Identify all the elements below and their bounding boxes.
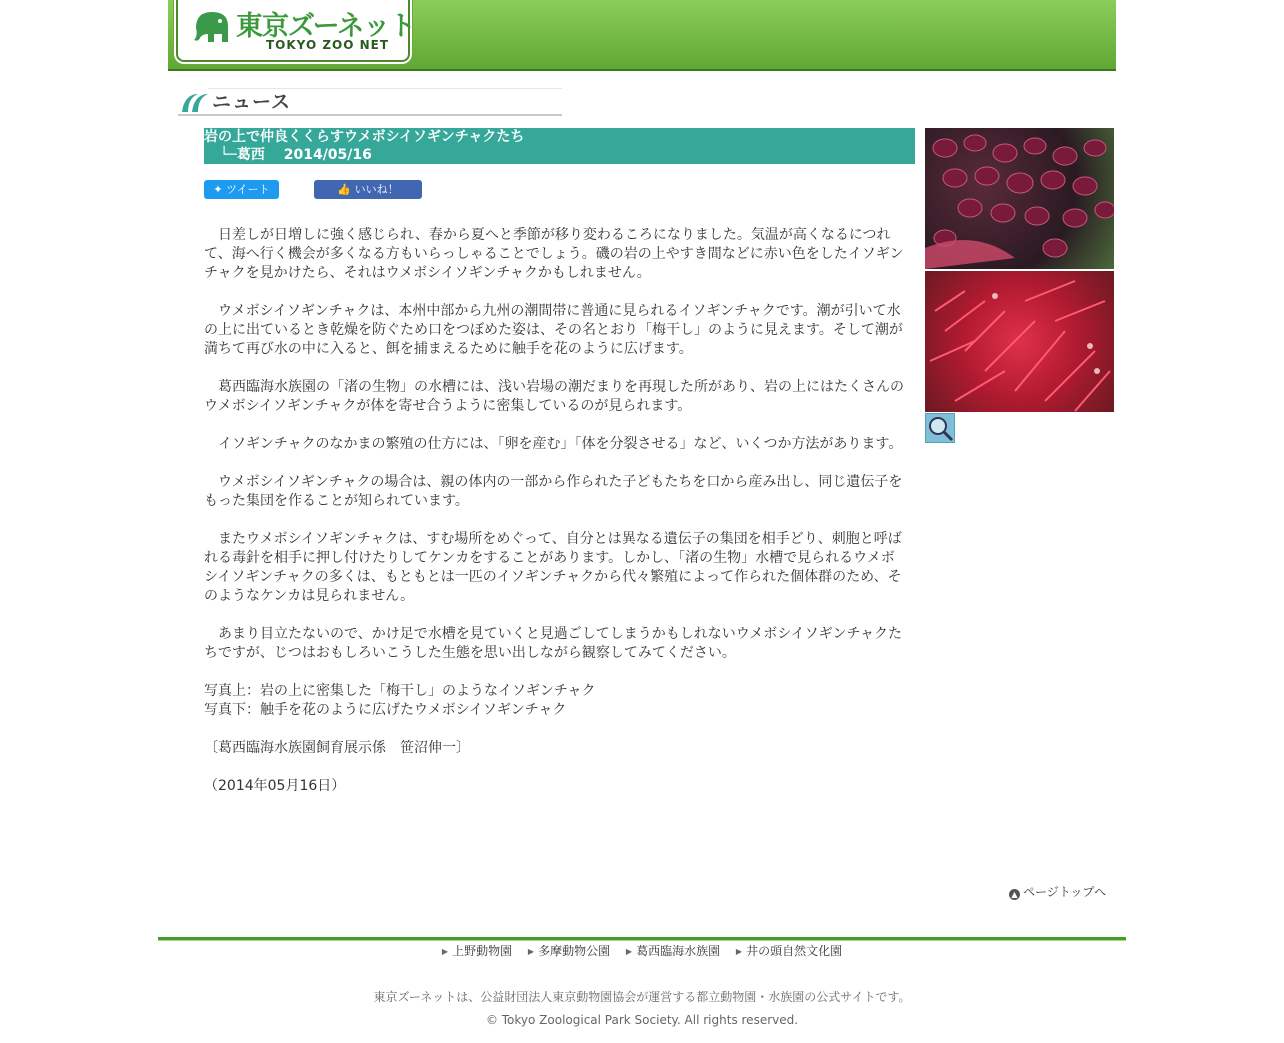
photo-caption-bottom: 写真下：触手を花のように広げたウメボシイソギンチャク xyxy=(204,702,567,718)
footer-link-kasai[interactable]: ▶ 葛西臨海水族園 xyxy=(625,944,721,958)
site-logo[interactable] xyxy=(176,0,416,62)
elephant-icon xyxy=(192,8,232,46)
article-title: 岩の上で仲良くくらすウメボシイソギンチャクたち xyxy=(204,129,525,145)
footer-link-ueno[interactable]: ▶ 上野動物園 xyxy=(441,944,513,958)
article-date: （2014年05月16日） xyxy=(204,778,346,794)
tweet-button[interactable]: ✦ ツイート xyxy=(204,180,279,199)
photo-caption-top: 写真上：岩の上に密集した「梅干し」のようなイソギンチャク xyxy=(204,683,596,699)
paragraph: ウメボシイソギンチャクの場合は、親の体内の一部から作られた子どもたちを口から産み出し、同じ遺伝子をもった集団を作ることが知られています。 xyxy=(204,474,903,509)
article-body xyxy=(204,226,906,815)
section-heading xyxy=(178,86,562,116)
footer-link-inokashira[interactable]: ▶ 井の頭自然文化園 xyxy=(735,944,843,958)
triangle-right-icon: ▶ xyxy=(625,947,633,956)
page-top-link[interactable]: ▲ ページトップへ xyxy=(1009,883,1106,900)
paragraph: 日差しが日増しに強く感じられ、春から夏へと季節が移り変わるころになりました。気温が高くなるにつれて、海へ行く機会が多くなる方もいらっしゃることでしょう。磯の岩の上やすき間などに赤い色をしたイソギンチャクを見かけたら、それはウメボシイソギンチャクかもしれません。 xyxy=(204,227,904,281)
magnifier-icon[interactable] xyxy=(925,413,955,443)
triangle-right-icon: ▶ xyxy=(527,947,535,956)
footer-description: 東京ズーネットは、公益財団法人東京動物園協会が運営する都立動物園・水族園の公式サイトです。 xyxy=(373,990,911,1004)
article-author: 〔葛西臨海水族園飼育展示係 笹沼伸一〕 xyxy=(204,740,470,756)
arrow-up-icon: ▲ xyxy=(1009,889,1020,900)
paragraph: またウメボシイソギンチャクは、すむ場所をめぐって、自分とは異なる遺伝子の集団を相手どり、刺胞と呼ばれる毒針を相手に押し付けたりしてケンカをすることがあります。しかし、「渚の生物」水槽で見られるウメボシイソギンチャクの多くは、もともとは一匹のイソギンチャクから代々繁殖によって作られた個体群のため、そのようなケンカは見られません。 xyxy=(204,531,902,604)
facebook-like-button[interactable]: 👍 いいね！ xyxy=(314,180,422,199)
logo-text-en: TOKYO ZOO NET xyxy=(266,38,390,52)
article-meta: └─葛西 2014/05/16 xyxy=(220,147,372,163)
logo-text-ja: 東京ズーネット xyxy=(236,11,416,42)
paragraph: ウメボシイソギンチャクは、本州中部から九州の潮間帯に普通に見られるイソギンチャクです。潮が引いて水の上に出ているとき乾燥を防ぐため口をつぼめた姿は、その名とおり「梅干し」のように見えます。そして潮が満ちて再び水の中に入ると、餌を捕まえるために触手を花のように広げます。 xyxy=(204,303,903,357)
thumbs-up-icon: 👍 xyxy=(337,183,355,196)
paragraph: あまり目立たないので、かけ足で水槽を見ていくと見過ごしてしまうかもしれないウメボシイソギンチャクたちですが、じつはおもしろいこうした生態を思い出しながら観察してみてください。 xyxy=(204,626,903,661)
photo-anemones-open[interactable] xyxy=(925,271,1114,412)
paragraph: 葛西臨海水族園の「渚の生物」の水槽には、浅い岩場の潮だまりを再現した所があり、岩の上にはたくさんのウメボシイソギンチャクが体を寄せ合うように密集しているのが見られます。 xyxy=(204,379,904,414)
photo-anemones-closed[interactable] xyxy=(925,128,1114,269)
section-marker-icon xyxy=(178,92,208,112)
triangle-right-icon: ▶ xyxy=(441,947,449,956)
site-header xyxy=(168,0,1116,71)
section-title: ニュース xyxy=(212,91,292,113)
twitter-icon: ✦ xyxy=(213,183,227,196)
anemone-photo-bottom xyxy=(925,271,1114,412)
anemone-photo-top xyxy=(925,128,1114,269)
triangle-right-icon: ▶ xyxy=(735,947,743,956)
copyright: © Tokyo Zoological Park Society. All rights reserved. xyxy=(485,1013,799,1027)
article-title-bar xyxy=(204,128,915,164)
footer-divider xyxy=(158,937,1126,941)
footer-nav xyxy=(0,942,1284,959)
paragraph: イソギンチャクのなかまの繁殖の仕方には、「卵を産む」「体を分裂させる」など、いくつか方法があります。 xyxy=(218,436,903,452)
footer-link-tama[interactable]: ▶ 多摩動物公園 xyxy=(527,944,611,958)
